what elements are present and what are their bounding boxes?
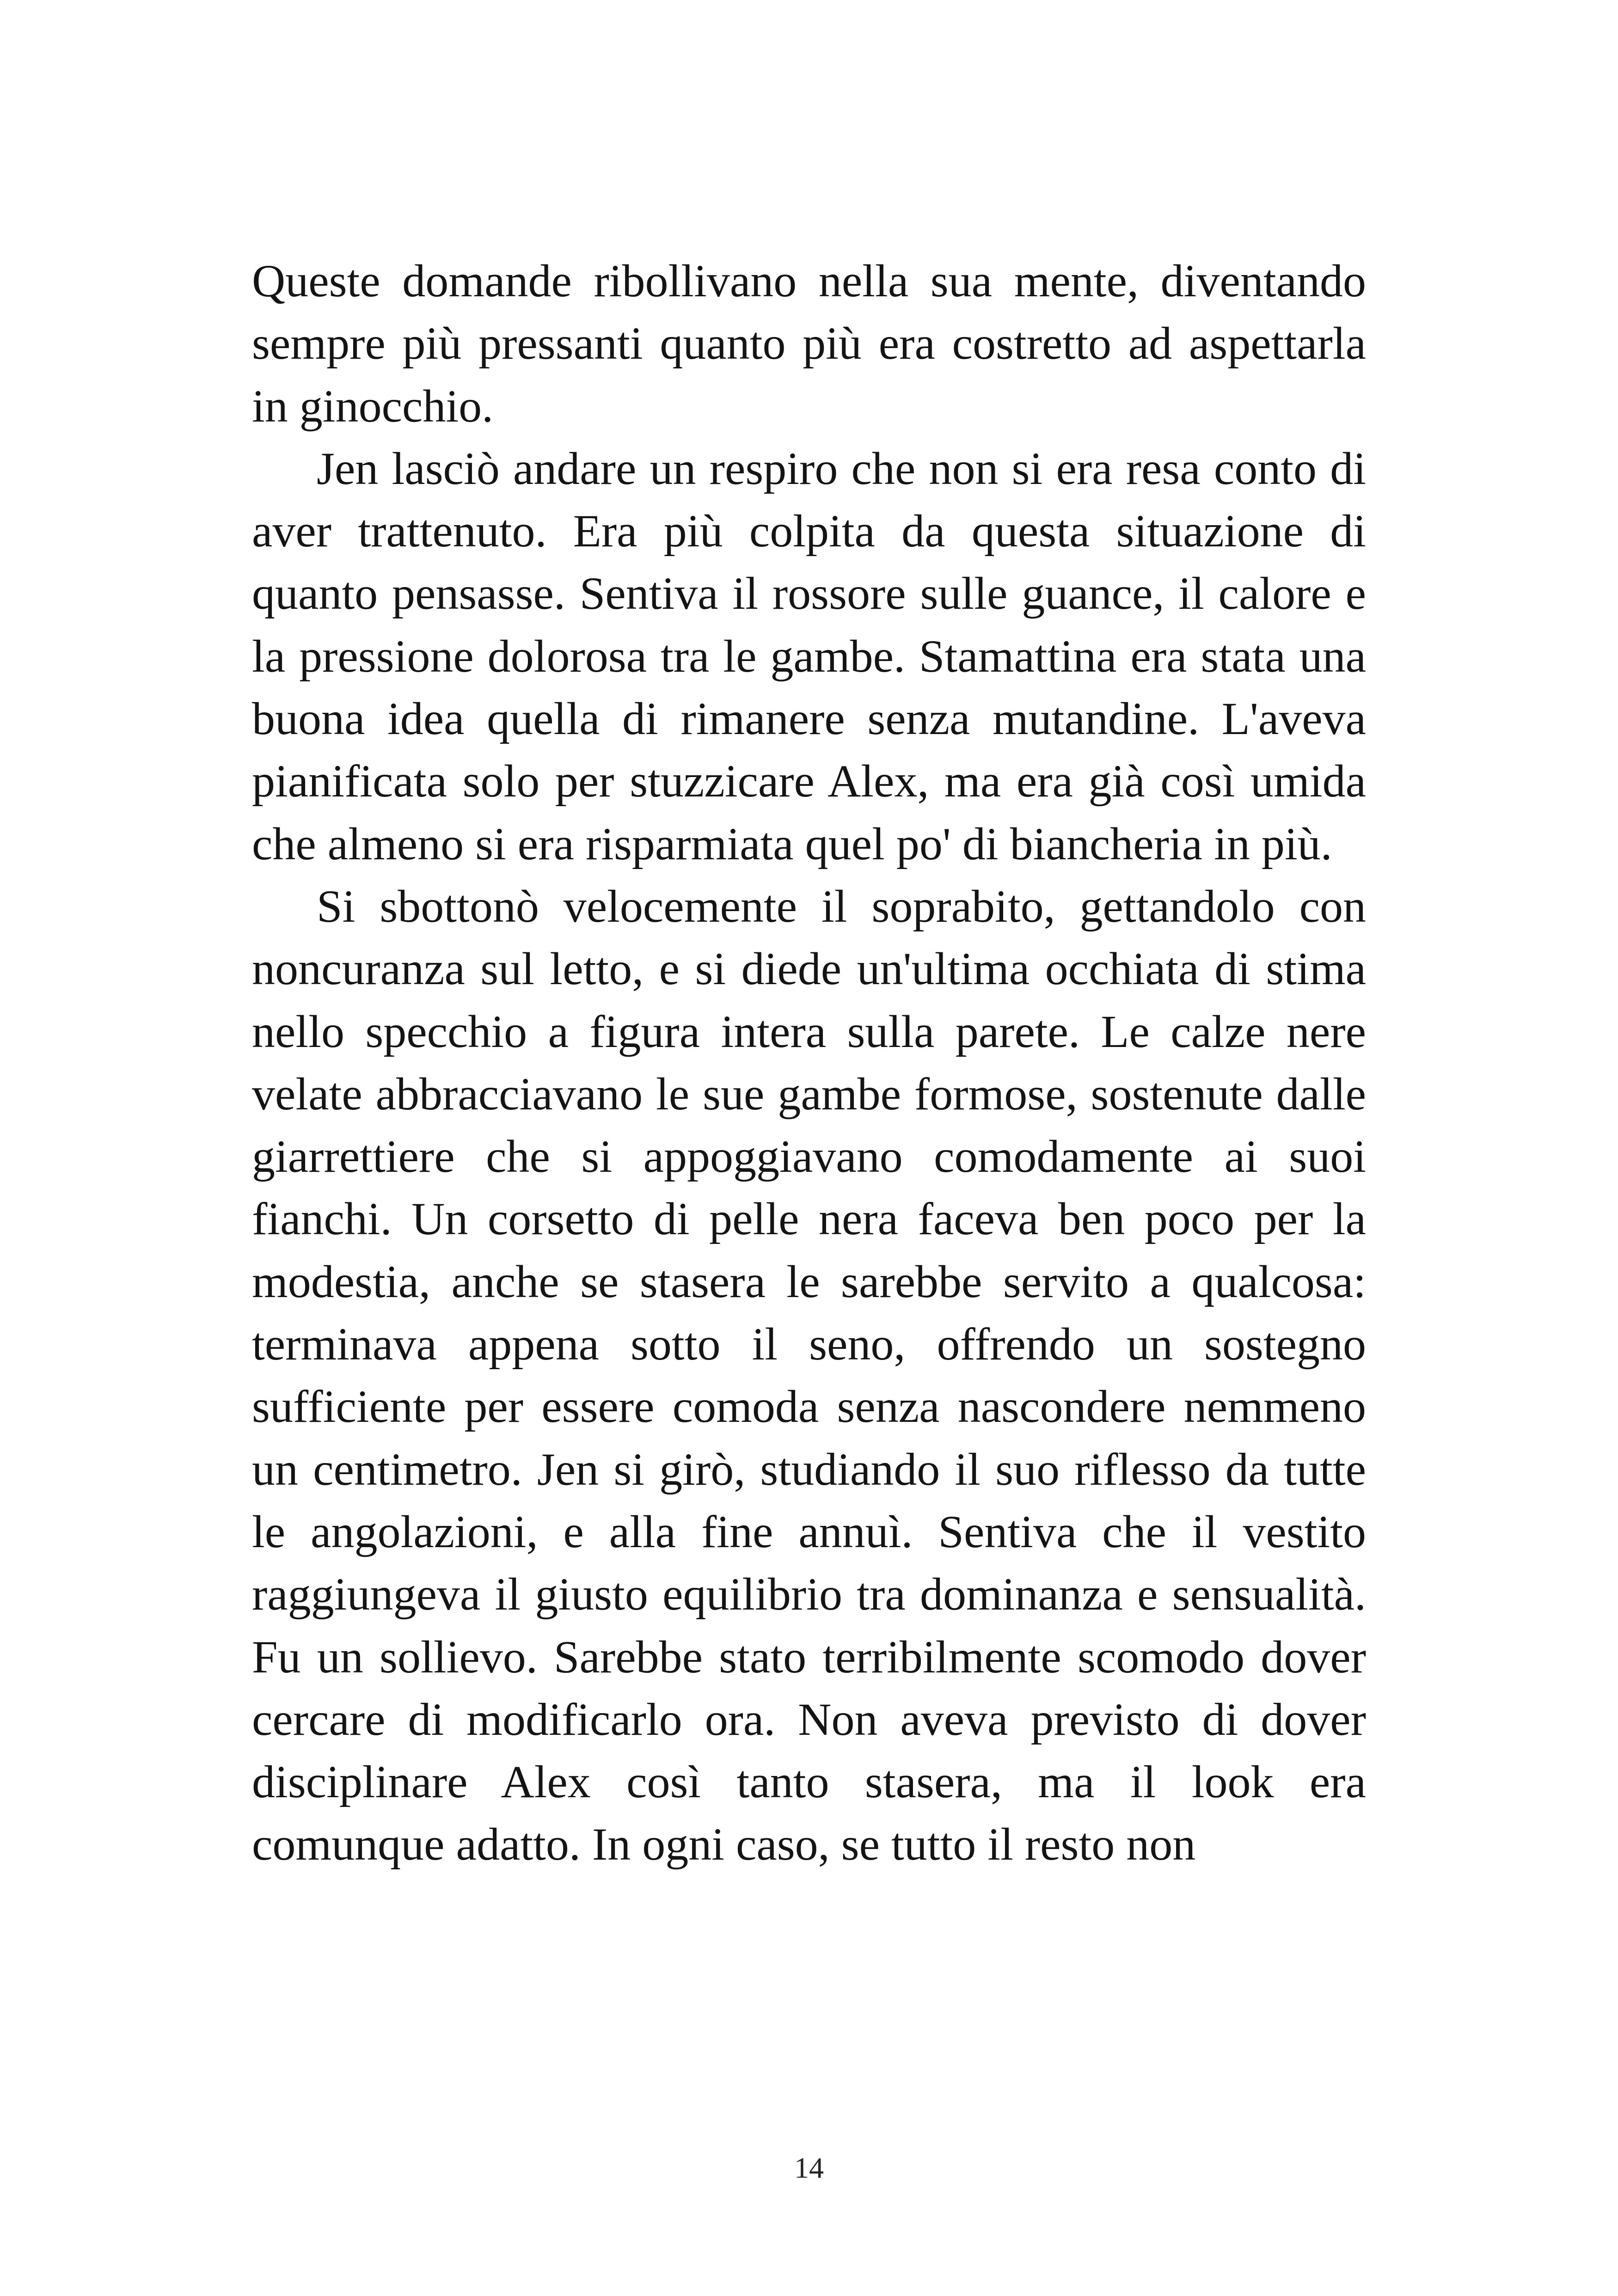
body-text bbox=[252, 250, 1366, 1876]
paragraph-2: Jen lasciò andare un respiro che non si era resa conto di aver trattenuto. Era più colpita da questa situazione di quanto pensasse. Sentiva il rossore sulle guance, il calore e la pressione dolorosa tra le gambe. Stamattina era stata una buona idea quella di rimanere senza mutandine. L'aveva pianificata solo per stuzzicare Alex, ma era già così umida che almeno si era risparmiata quel po' di biancheria in più. bbox=[252, 442, 1366, 869]
paragraph-1: Queste domande ribollivano nella sua mente, diventando sempre più pressanti quanto più era costretto ad aspettarla in ginocchio. bbox=[252, 255, 1366, 432]
paragraph-3: Si sbottonò velocemente il soprabito, gettandolo con noncuranza sul letto, e si diede un'ultima occhiata di stima nello specchio a figura intera sulla parete. Le calze nere velate abbracciavano le sue gambe formose, sostenute dalle giarrettiere che si appoggiavano comodamente ai suoi fianchi. Un corsetto di pelle nera faceva ben poco per la modestia, anche se stasera le sarebbe servito a qualcosa: terminava appena sotto il seno, offrendo un sostegno sufficiente per essere comoda senza nascondere nemmeno un centimetro. Jen si girò, studiando il suo riflesso da tutte le angolazioni, e alla fine annuì. Sentiva che il vestito raggiungeva il giusto equilibrio tra dominanza e sensualità. Fu un sollievo. Sarebbe stato terribilmente scomodo dover cercare di modificarlo ora. Non aveva previsto di dover disciplinare Alex così tanto stasera, ma il look era comunque adatto. In ogni caso, se tutto il resto non bbox=[252, 880, 1366, 1870]
page-number: 14 bbox=[794, 2151, 824, 2184]
